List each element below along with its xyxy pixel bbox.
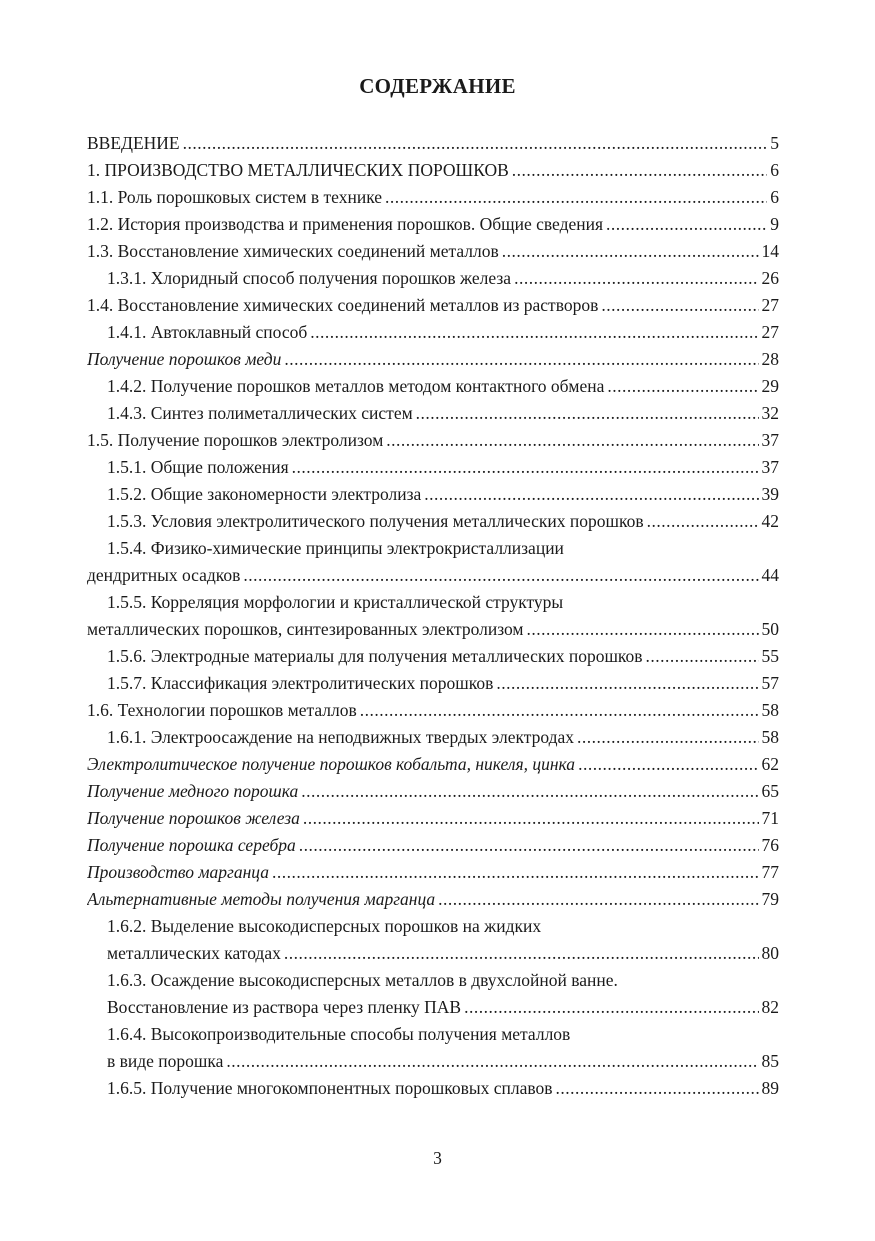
toc-entry-page: 77	[761, 862, 779, 882]
dot-leader	[385, 184, 767, 211]
toc-entry-continuation	[87, 616, 779, 643]
toc-entry-page: 32	[761, 403, 779, 423]
toc-entry-page: 6	[770, 160, 779, 180]
toc-entry-page: 26	[761, 268, 779, 288]
toc-entry-title: 1.5.7. Классификация электролитических порошков	[107, 673, 494, 693]
toc-entry-title: 1.5.2. Общие закономерности электролиза	[107, 484, 422, 504]
toc-entry-page: 14	[761, 241, 779, 261]
toc-entry-page: 27	[761, 322, 779, 342]
dot-leader	[556, 1075, 759, 1102]
toc-entry	[87, 886, 779, 913]
page-number: 3	[433, 1148, 442, 1168]
dot-leader	[601, 292, 758, 319]
toc-entry-title: металлических катодах	[107, 943, 281, 963]
toc-entry-page: 80	[761, 943, 779, 963]
toc-entry-title: 1.4.2. Получение порошков металлов методом контактного обмена	[107, 376, 605, 396]
toc-entry	[87, 454, 779, 481]
toc-entry-continuation	[87, 994, 779, 1021]
toc-entry-title: 1.5.1. Общие положения	[107, 457, 289, 477]
toc-entry	[87, 346, 779, 373]
toc-entry-heading-line	[87, 589, 779, 616]
toc-entry-title: 1.1. Роль порошковых систем в технике	[87, 187, 383, 207]
dot-leader	[577, 724, 758, 751]
toc-entry-page: 37	[761, 457, 779, 477]
toc-entry-page: 71	[761, 808, 779, 828]
toc-entry	[87, 265, 779, 292]
toc-entry-title: 1.6.3. Осаждение высокодисперсных металлов в двухслойной ванне.	[107, 970, 618, 990]
toc-entry	[87, 805, 779, 832]
toc-entry-page: 57	[761, 673, 779, 693]
dot-leader	[438, 886, 758, 913]
toc-entry	[87, 130, 779, 157]
toc-entry	[87, 481, 779, 508]
toc-entry	[87, 724, 779, 751]
toc-entry-title: 1.2. История производства и применения порошков. Общие сведения	[87, 214, 604, 234]
dot-leader	[606, 211, 767, 238]
toc-entry-title: Получение порошков железа	[87, 808, 300, 828]
toc-entry-continuation	[87, 940, 779, 967]
toc-entry-page: 55	[761, 646, 779, 666]
toc-entry-title: 1.3. Восстановление химических соединений металлов	[87, 241, 499, 261]
toc-entry	[87, 292, 779, 319]
toc-entry-page: 82	[761, 997, 779, 1017]
dot-leader	[226, 1048, 758, 1075]
toc-entry-title: 1.6.4. Высокопроизводительные способы получения металлов	[107, 1024, 571, 1044]
toc-entry	[87, 1075, 779, 1102]
toc-entry	[87, 832, 779, 859]
dot-leader	[514, 265, 758, 292]
toc-entry	[87, 751, 779, 778]
toc-entry-title: Альтернативные методы получения марганца	[87, 889, 436, 909]
toc-entry	[87, 184, 779, 211]
toc-entry-title: Производство марганца	[87, 862, 269, 882]
dot-leader	[272, 859, 759, 886]
toc-entry-page: 37	[761, 430, 779, 450]
dot-leader	[360, 697, 759, 724]
toc-entry-title: металлических порошков, синтезированных электролизом	[87, 619, 524, 639]
dot-leader	[310, 319, 758, 346]
toc-entry	[87, 670, 779, 697]
toc-entry-page: 5	[770, 133, 779, 153]
toc-entry-heading-line	[87, 535, 779, 562]
toc-entry-title: 1.5.5. Корреляция морфологии и кристаллической структуры	[107, 592, 564, 612]
dot-leader	[502, 238, 759, 265]
toc-entry-heading-line	[87, 1021, 779, 1048]
toc-entry	[87, 238, 779, 265]
toc-entry-title: 1.6. Технологии порошков металлов	[87, 700, 357, 720]
dot-leader	[292, 454, 759, 481]
toc-entry-title: 1.4.3. Синтез полиметаллических систем	[107, 403, 413, 423]
dot-leader	[301, 778, 758, 805]
dot-leader	[183, 130, 768, 157]
toc-entry	[87, 697, 779, 724]
dot-leader	[607, 373, 758, 400]
toc-entry-page: 58	[761, 727, 779, 747]
toc-entry-heading-line	[87, 967, 779, 994]
toc-entry-title: 1.3.1. Хлоридный способ получения порошков железа	[107, 268, 512, 288]
toc-entry-title: 1.4. Восстановление химических соединений металлов из растворов	[87, 295, 599, 315]
toc-entry	[87, 211, 779, 238]
toc-entry-title: дендритных осадков	[87, 565, 241, 585]
toc-entry-page: 6	[770, 187, 779, 207]
toc-entry-page: 89	[761, 1078, 779, 1098]
toc-entry-title: ВВЕДЕНИЕ	[87, 133, 180, 153]
toc-entry-title: 1.5.3. Условия электролитического получения металлических порошков	[107, 511, 644, 531]
toc-entry-page: 65	[761, 781, 779, 801]
toc-entry-continuation	[87, 1048, 779, 1075]
toc-entry-title: в виде порошка	[107, 1051, 224, 1071]
toc-entry-page: 79	[761, 889, 779, 909]
toc-entry-title: Получение порошков меди	[87, 349, 282, 369]
toc-entry-title: Восстановление из раствора через пленку ПАВ	[107, 997, 462, 1017]
dot-leader	[578, 751, 758, 778]
toc-entry-title: 1.6.1. Электроосаждение на неподвижных твердых электродах	[107, 727, 575, 747]
dot-leader	[464, 994, 758, 1021]
toc-entry-page: 42	[761, 511, 779, 531]
toc-entry-title: Электролитическое получение порошков кобальта, никеля, цинка	[87, 754, 576, 774]
dot-leader	[512, 157, 767, 184]
dot-leader	[299, 832, 759, 859]
dot-leader	[243, 562, 758, 589]
toc-entry	[87, 319, 779, 346]
toc-entry-page: 44	[761, 565, 779, 585]
toc-entry-page: 62	[761, 754, 779, 774]
dot-leader	[424, 481, 758, 508]
toc-entry-page: 85	[761, 1051, 779, 1071]
dot-leader	[386, 427, 758, 454]
toc-entry	[87, 400, 779, 427]
toc-entry-page: 9	[770, 214, 779, 234]
toc-entry-title: Получение медного порошка	[87, 781, 299, 801]
toc-entry-title: 1. ПРОИЗВОДСТВО МЕТАЛЛИЧЕСКИХ ПОРОШКОВ	[87, 160, 509, 180]
toc-entry	[87, 508, 779, 535]
toc-entry	[87, 778, 779, 805]
toc-entry-continuation	[87, 562, 779, 589]
toc-entry-title: 1.6.2. Выделение высокодисперсных порошков на жидких	[107, 916, 542, 936]
toc-entry-page: 28	[761, 349, 779, 369]
toc-entry-title: 1.5. Получение порошков электролизом	[87, 430, 384, 450]
dot-leader	[416, 400, 759, 427]
toc-entry-title: Получение порошка серебра	[87, 835, 296, 855]
toc-entry	[87, 157, 779, 184]
table-of-contents	[87, 130, 779, 1102]
page-title: СОДЕРЖАНИЕ	[359, 74, 516, 98]
toc-entry-page: 58	[761, 700, 779, 720]
dot-leader	[284, 940, 759, 967]
toc-entry	[87, 427, 779, 454]
toc-entry-page: 76	[761, 835, 779, 855]
toc-entry-page: 27	[761, 295, 779, 315]
dot-leader	[647, 508, 759, 535]
toc-entry	[87, 643, 779, 670]
dot-leader	[646, 643, 759, 670]
dot-leader	[527, 616, 759, 643]
toc-entry-page: 29	[761, 376, 779, 396]
dot-leader	[496, 670, 758, 697]
toc-entry-title: 1.4.1. Автоклавный способ	[107, 322, 308, 342]
toc-entry-title: 1.5.4. Физико-химические принципы электрокристаллизации	[107, 538, 564, 558]
toc-entry	[87, 373, 779, 400]
toc-entry	[87, 859, 779, 886]
dot-leader	[303, 805, 759, 832]
dot-leader	[284, 346, 758, 373]
toc-entry-title: 1.5.6. Электродные материалы для получения металлических порошков	[107, 646, 643, 666]
toc-entry-page: 39	[761, 484, 779, 504]
toc-entry-heading-line	[87, 913, 779, 940]
toc-entry-page: 50	[761, 619, 779, 639]
toc-entry-title: 1.6.5. Получение многокомпонентных порошковых сплавов	[107, 1078, 553, 1098]
